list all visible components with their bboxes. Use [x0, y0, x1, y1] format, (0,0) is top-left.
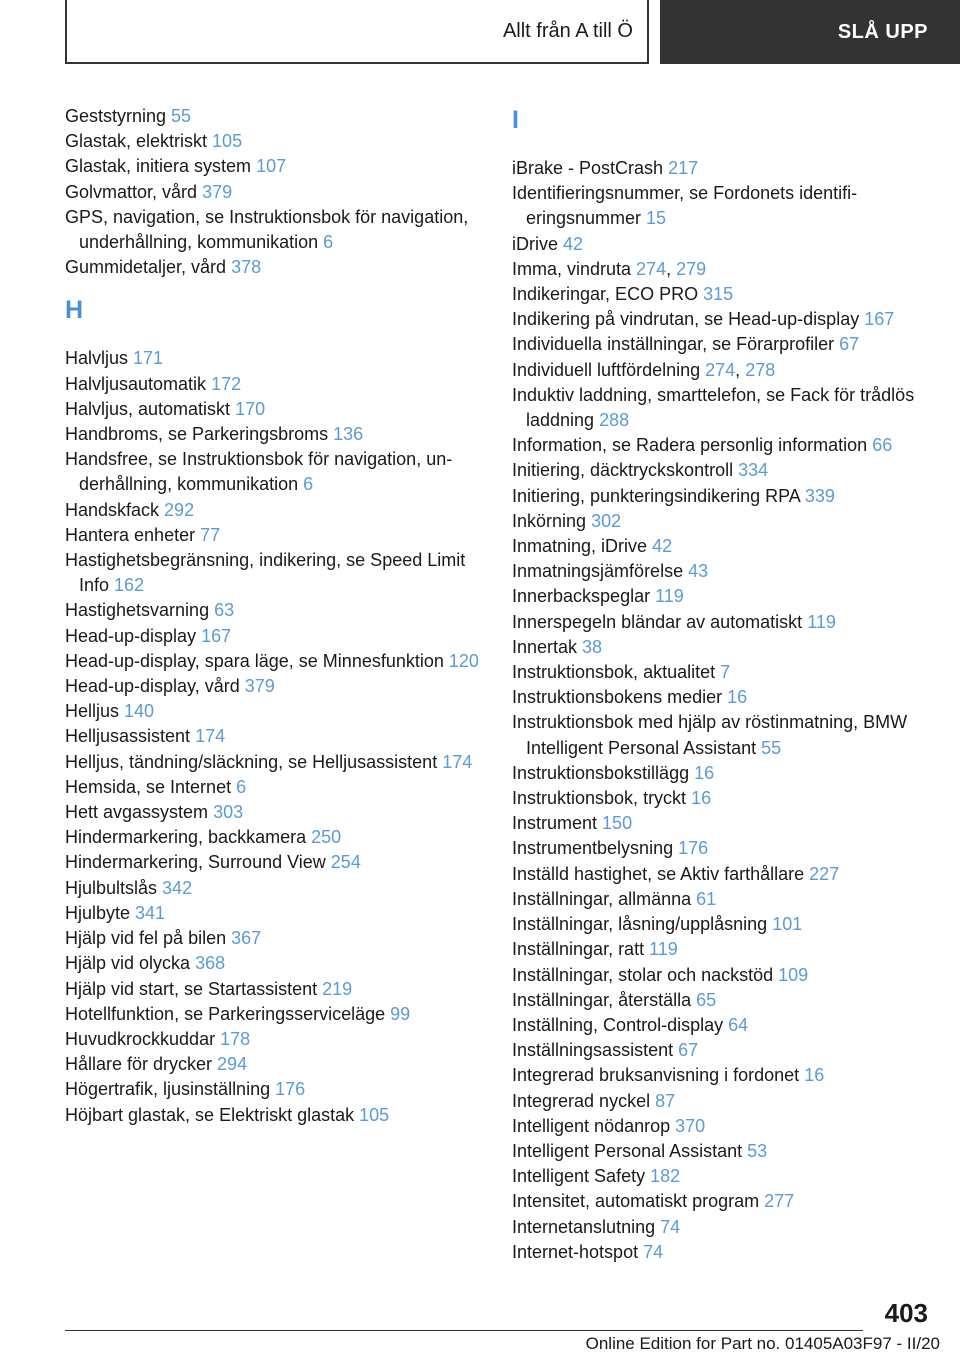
page-reference-link[interactable]: 167	[201, 625, 232, 646]
index-entry	[512, 1215, 932, 1240]
index-entry-text: Intelligent Personal Assistant	[512, 1140, 748, 1161]
page-reference-link[interactable]: 217	[668, 158, 699, 178]
index-entry	[512, 257, 932, 282]
index-entry	[65, 951, 485, 976]
index-entry-text: Integrerad bruksanvisning i fordonet	[512, 1065, 805, 1086]
index-entry-text: Handsfree, se Instruktionsbok för navigation, underhållning, kommunikation	[65, 449, 453, 495]
index-entry	[65, 548, 485, 598]
index-entry	[65, 598, 485, 623]
page-reference-link[interactable]: 277	[764, 1191, 795, 1212]
index-column-left	[65, 104, 485, 1128]
index-entry	[512, 156, 932, 181]
index-entry	[65, 447, 485, 497]
index-entry	[512, 1089, 932, 1114]
index-entry	[512, 912, 932, 937]
page-reference-link[interactable]: 182	[650, 1166, 681, 1187]
page-reference-link[interactable]: 6	[303, 474, 314, 495]
page-reference-link[interactable]: 55	[761, 737, 782, 758]
page-reference-link[interactable]: 38	[582, 636, 603, 657]
page-reference-link[interactable]: 109	[778, 964, 809, 985]
page-reference-link[interactable]: 176	[678, 838, 709, 859]
index-entry	[512, 584, 932, 609]
page-reference-link[interactable]: 379	[244, 676, 275, 697]
index-letter-heading: I	[512, 106, 519, 134]
page-reference-link[interactable]: 119	[807, 611, 836, 632]
page-reference-link[interactable]: 53	[747, 1140, 768, 1161]
index-entry-text: Inställningar, återställa	[512, 989, 697, 1010]
index-entry-text: Högertrafik, ljusinställning	[65, 1079, 276, 1100]
index-entry-text: Instruktionsbokens medier	[512, 687, 728, 708]
page-reference-link[interactable]: 379	[202, 181, 233, 202]
index-entry	[512, 1164, 932, 1189]
index-entry	[65, 750, 485, 775]
index-entry	[65, 850, 485, 875]
index-entry	[65, 180, 485, 205]
page-reference-link[interactable]: 6	[236, 776, 247, 797]
page-reference-link[interactable]: 278	[745, 359, 776, 380]
index-entry-text: Initiering, däcktryckskontroll	[512, 460, 739, 481]
page-reference-link[interactable]: 119	[649, 939, 678, 960]
page-number: 403	[884, 1298, 928, 1328]
page-reference-link[interactable]: 171	[133, 348, 164, 369]
page-reference-link[interactable]: 140	[124, 701, 155, 722]
page-reference-link[interactable]: 61	[696, 888, 717, 909]
index-entry	[512, 1114, 932, 1139]
page-reference-link[interactable]: 274	[636, 258, 667, 279]
page-reference-link[interactable]: 292	[164, 499, 195, 520]
page-reference-link[interactable]: 120	[448, 650, 479, 671]
page-reference-link[interactable]: 64	[728, 1014, 749, 1035]
index-entry-text: Inställningar, låsning/upplåsning	[512, 914, 773, 935]
page-reference-link[interactable]: 16	[694, 762, 715, 783]
index-entry	[512, 484, 932, 509]
index-entry-text: Inställningar, stolar och nackstöd	[512, 964, 779, 985]
index-entry-text: Glastak, elektriskt	[65, 131, 213, 152]
page-reference-link[interactable]: 178	[220, 1028, 251, 1049]
page-reference-link[interactable]: 174	[195, 726, 226, 747]
page-reference-link[interactable]: 74	[643, 1241, 664, 1262]
page-reference-link[interactable]: 339	[804, 485, 835, 506]
page-reference-link[interactable]: 162	[114, 575, 145, 596]
index-entry-text: Innerspegeln bländar av automatiskt	[512, 611, 808, 632]
index-entry	[65, 926, 485, 951]
index-entry-text: Inkörning	[512, 510, 592, 531]
page-reference-link[interactable]: 274	[705, 359, 736, 380]
index-entry-text: iBrake - PostCrash	[512, 158, 669, 178]
index-entry-text: Hjälp vid start, se Startassistent	[65, 978, 323, 999]
index-entry	[65, 1027, 485, 1052]
page-reference-link[interactable]: 341	[135, 902, 166, 923]
index-entry-text: Innertak	[512, 636, 583, 657]
index-entry	[512, 761, 932, 786]
index-entry-text: iDrive	[512, 233, 564, 254]
page-reference-link[interactable]: 7	[720, 662, 731, 683]
index-entry	[65, 422, 485, 447]
page-ref-separator: ,	[735, 359, 746, 380]
index-entry-text: Inställd hastighet, se Aktiv farthållare	[512, 863, 810, 884]
index-entry-text: Identifieringsnummer, se Fordonets identifieringsnummer	[512, 183, 858, 229]
index-entry	[65, 346, 485, 371]
page-reference-link[interactable]: 254	[330, 852, 361, 873]
index-entry-text: Huvudkrockkuddar	[65, 1028, 221, 1049]
index-entry-text: Hindermarkering, Surround View	[65, 852, 331, 873]
index-entry	[65, 775, 485, 800]
index-entry	[512, 811, 932, 836]
index-entry-text: Hantera enheter	[65, 524, 201, 545]
page-reference-link[interactable]: 55	[171, 106, 192, 126]
page-reference-link[interactable]: 288	[599, 410, 630, 431]
index-entry-text: Internetanslutning	[512, 1216, 661, 1237]
index-entry-text: Hett avgassystem	[65, 802, 214, 823]
page-reference-link[interactable]: 279	[676, 258, 707, 279]
page-reference-link[interactable]: 16	[804, 1065, 825, 1086]
page-reference-link[interactable]: 378	[231, 257, 262, 278]
page-reference-link[interactable]: 342	[162, 877, 193, 898]
index-entry	[512, 887, 932, 912]
index-entry-text: GPS, navigation, se Instruktionsbok för navigation, underhållning, kommunikation	[65, 206, 469, 253]
index-entry-text: Instrumentbelysning	[512, 838, 679, 859]
index-entry	[512, 559, 932, 584]
page-reference-link[interactable]: 176	[275, 1079, 306, 1100]
index-entry-text: Initiering, punkteringsindikering RPA	[512, 485, 805, 506]
index-entry	[65, 901, 485, 926]
index-entry	[65, 876, 485, 901]
index-entry	[512, 635, 932, 660]
page-ref-separator: ,	[666, 258, 677, 279]
index-entry	[512, 836, 932, 861]
index-entry	[65, 129, 485, 154]
index-entry	[65, 397, 485, 422]
index-entry	[65, 1077, 485, 1102]
index-entry	[65, 800, 485, 825]
index-entry	[65, 977, 485, 1002]
page-reference-link[interactable]: 6	[323, 232, 334, 253]
page-reference-link[interactable]: 167	[864, 309, 895, 330]
index-entry	[65, 724, 485, 749]
index-entry-text: Individuell luftfördelning	[512, 359, 706, 380]
index-entry-text: Höjbart glastak, se Elektriskt glastak	[65, 1104, 360, 1125]
index-entry	[512, 988, 932, 1013]
index-entry-text: Hjälp vid fel på bilen	[65, 928, 232, 949]
index-entry-text: Head-up-display, spara läge, se Minnesfunktion	[65, 650, 449, 671]
page-reference-link[interactable]: 99	[390, 1003, 411, 1024]
page-reference-link[interactable]: 294	[217, 1054, 248, 1075]
index-entry-text: Glastak, initiera system	[65, 156, 257, 177]
index-entry	[65, 1103, 485, 1128]
index-entry	[512, 1139, 932, 1164]
index-entry-text: Helljusassistent	[65, 726, 196, 747]
page-reference-link[interactable]: 105	[212, 131, 243, 152]
index-entry	[65, 1002, 485, 1027]
page-reference-link[interactable]: 170	[235, 398, 266, 419]
index-entry	[512, 307, 932, 332]
page-reference-link[interactable]: 174	[442, 751, 473, 772]
index-entry	[65, 104, 485, 129]
index-entry	[512, 610, 932, 635]
page-reference-link[interactable]: 66	[872, 435, 893, 456]
page-reference-link[interactable]: 63	[214, 600, 235, 621]
index-entry	[512, 862, 932, 887]
page-reference-link[interactable]: 250	[311, 827, 342, 848]
index-entry-text: Inmatningsjämförelse	[512, 561, 689, 582]
page-reference-link[interactable]: 15	[646, 208, 667, 229]
index-entry	[65, 498, 485, 523]
page-reference-link[interactable]: 368	[195, 953, 226, 974]
index-entry-text: Hemsida, se Internet	[65, 776, 237, 797]
index-entry	[512, 1189, 932, 1214]
index-entry-text: Helljus, tändning/släckning, se Helljusassistent	[65, 751, 443, 772]
page-reference-link[interactable]: 42	[563, 233, 584, 254]
index-entry-text: Imma, vindruta	[512, 258, 637, 279]
index-entry-text: Halvljusautomatik	[65, 373, 212, 394]
page-reference-link[interactable]: 302	[591, 510, 622, 531]
index-entry	[512, 282, 932, 307]
page-reference-link[interactable]: 105	[359, 1104, 390, 1125]
index-entry-text: Hjulbyte	[65, 902, 136, 923]
index-entry-text: Inmatning, iDrive	[512, 536, 653, 557]
index-entry	[512, 963, 932, 988]
page-reference-link[interactable]: 67	[678, 1040, 699, 1061]
index-entry	[65, 372, 485, 397]
index-entry-text: Instrument	[512, 813, 603, 834]
index-entry-text: Helljus	[65, 701, 125, 722]
index-entry	[512, 1063, 932, 1088]
index-entry-text: Intelligent nödanrop	[512, 1115, 676, 1136]
index-entry-text: Halvljus	[65, 348, 134, 369]
index-letter-heading: H	[65, 296, 84, 325]
index-entry	[512, 458, 932, 483]
index-entry	[65, 825, 485, 850]
index-entry-text: Golvmattor, vård	[65, 181, 203, 202]
index-entry-text: Handskfack	[65, 499, 165, 520]
index-entry-text: Instruktionsbokstillägg	[512, 762, 695, 783]
index-entry-text: Head-up-display	[65, 625, 202, 646]
index-entry	[65, 1052, 485, 1077]
index-entry	[512, 1038, 932, 1063]
page-reference-link[interactable]: 172	[211, 373, 242, 394]
index-entry-text: Head-up-display, vård	[65, 676, 245, 697]
index-entry	[512, 358, 932, 383]
page-reference-link[interactable]: 119	[655, 586, 684, 607]
index-entry-text: Induktiv laddning, smarttelefon, se Fack för trådlös laddning	[512, 384, 915, 431]
index-entry	[512, 433, 932, 458]
index-entry	[512, 937, 932, 962]
index-entry	[512, 710, 932, 760]
index-entry	[512, 383, 932, 433]
page-reference-link[interactable]: 43	[688, 561, 709, 582]
index-entry	[512, 181, 932, 231]
index-entry	[65, 523, 485, 548]
index-entry	[512, 232, 932, 257]
index-entry-text: Geststyrning	[65, 106, 172, 126]
index-entry-text: Hastighetsvarning	[65, 600, 215, 621]
index-entry	[512, 786, 932, 811]
index-entry-text: Inställningar, ratt	[512, 939, 650, 960]
index-entry	[65, 674, 485, 699]
tab-index-label: Allt från A till Ö	[502, 19, 633, 42]
index-entry	[512, 660, 932, 685]
footer-divider	[65, 1330, 863, 1331]
page-reference-link[interactable]: 219	[322, 978, 353, 999]
page-reference-link[interactable]: 315	[703, 284, 734, 305]
page-reference-link[interactable]: 370	[675, 1115, 706, 1136]
index-entry	[512, 332, 932, 357]
index-entry-text: Information, se Radera personlig information	[512, 435, 873, 456]
index-entry-text: Hotellfunktion, se Parkeringsserviceläge	[65, 1003, 391, 1024]
index-entry-text: Handbroms, se Parkeringsbroms	[65, 424, 334, 445]
index-entry-text: Intensitet, automatiskt program	[512, 1191, 765, 1212]
index-entry	[512, 509, 932, 534]
page-reference-link[interactable]: 367	[231, 928, 262, 949]
index-entry-text: Inställning, Control-display	[512, 1014, 729, 1035]
index-entry-text: Hjulbultslås	[65, 877, 163, 898]
index-entry-text: Hållare för drycker	[65, 1054, 218, 1075]
page-reference-link[interactable]: 77	[200, 524, 221, 545]
index-entry-text: Inställningsassistent	[512, 1040, 679, 1061]
page-reference-link[interactable]: 136	[333, 424, 364, 445]
index-entry	[512, 534, 932, 559]
page-reference-link[interactable]: 334	[738, 460, 769, 481]
page-reference-link[interactable]: 150	[602, 813, 633, 834]
index-entry-text: Instruktionsbok, aktualitet	[512, 662, 721, 683]
index-entry-text: Indikeringar, ECO PRO	[512, 284, 704, 305]
footer-edition: Online Edition for Part no. 01405A03F97 - II/20	[585, 1334, 940, 1353]
index-entry	[65, 255, 485, 280]
page-reference-link[interactable]: 16	[727, 687, 748, 708]
page-reference-link[interactable]: 16	[691, 788, 712, 809]
page-reference-link[interactable]: 42	[652, 536, 673, 557]
index-entry	[512, 1240, 932, 1265]
index-entry-text: Hastighetsbegränsning, indikering, se Speed Limit Info	[65, 550, 466, 596]
top-nav	[65, 0, 960, 64]
index-entry	[512, 685, 932, 710]
index-entry-text: Gummidetaljer, vård	[65, 257, 232, 278]
index-entry-text: Intelligent Safety	[512, 1166, 651, 1187]
index-entry-text: Internet-hotspot	[512, 1241, 644, 1262]
page-reference-link[interactable]: 87	[655, 1090, 676, 1111]
index-entry-text: Inställningar, allmänna	[512, 888, 697, 909]
index-entry-text: Instruktionsbok, tryckt	[512, 788, 692, 809]
index-entry-text: Hindermarkering, backkamera	[65, 827, 312, 848]
index-entry-text: Integrerad nyckel	[512, 1090, 656, 1111]
page-reference-link[interactable]: 107	[256, 156, 287, 177]
tab-lookup[interactable]	[660, 0, 960, 64]
index-entry-text: Innerbackspeglar	[512, 586, 656, 607]
index-entry-text: Halvljus, automatiskt	[65, 398, 236, 419]
tab-lookup-label: SLÅ UPP	[837, 20, 928, 43]
index-entry	[65, 154, 485, 179]
index-entry	[65, 205, 485, 255]
index-entry-text: Instruktionsbok med hjälp av röstinmatning, BMW Intelligent Personal Assistant	[512, 712, 908, 758]
index-entry-text: Individuella inställningar, se Förarprofiler	[512, 334, 840, 355]
page-reference-link[interactable]: 67	[839, 334, 860, 355]
index-column-right	[512, 104, 932, 1265]
index-entry	[65, 624, 485, 649]
tab-index-a-to-o[interactable]	[65, 0, 649, 64]
index-entry	[65, 699, 485, 724]
index-entry-text: Indikering på vindrutan, se Head-up-display	[512, 309, 865, 330]
page-reference-link[interactable]: 227	[809, 863, 840, 884]
page-reference-link[interactable]: 65	[696, 989, 717, 1010]
page-reference-link[interactable]: 303	[213, 802, 244, 823]
index-entry-text: Hjälp vid olycka	[65, 953, 196, 974]
index-entry	[512, 1013, 932, 1038]
page-reference-link[interactable]: 101	[772, 914, 803, 935]
page-reference-link[interactable]: 74	[660, 1216, 681, 1237]
index-entry	[65, 649, 485, 674]
